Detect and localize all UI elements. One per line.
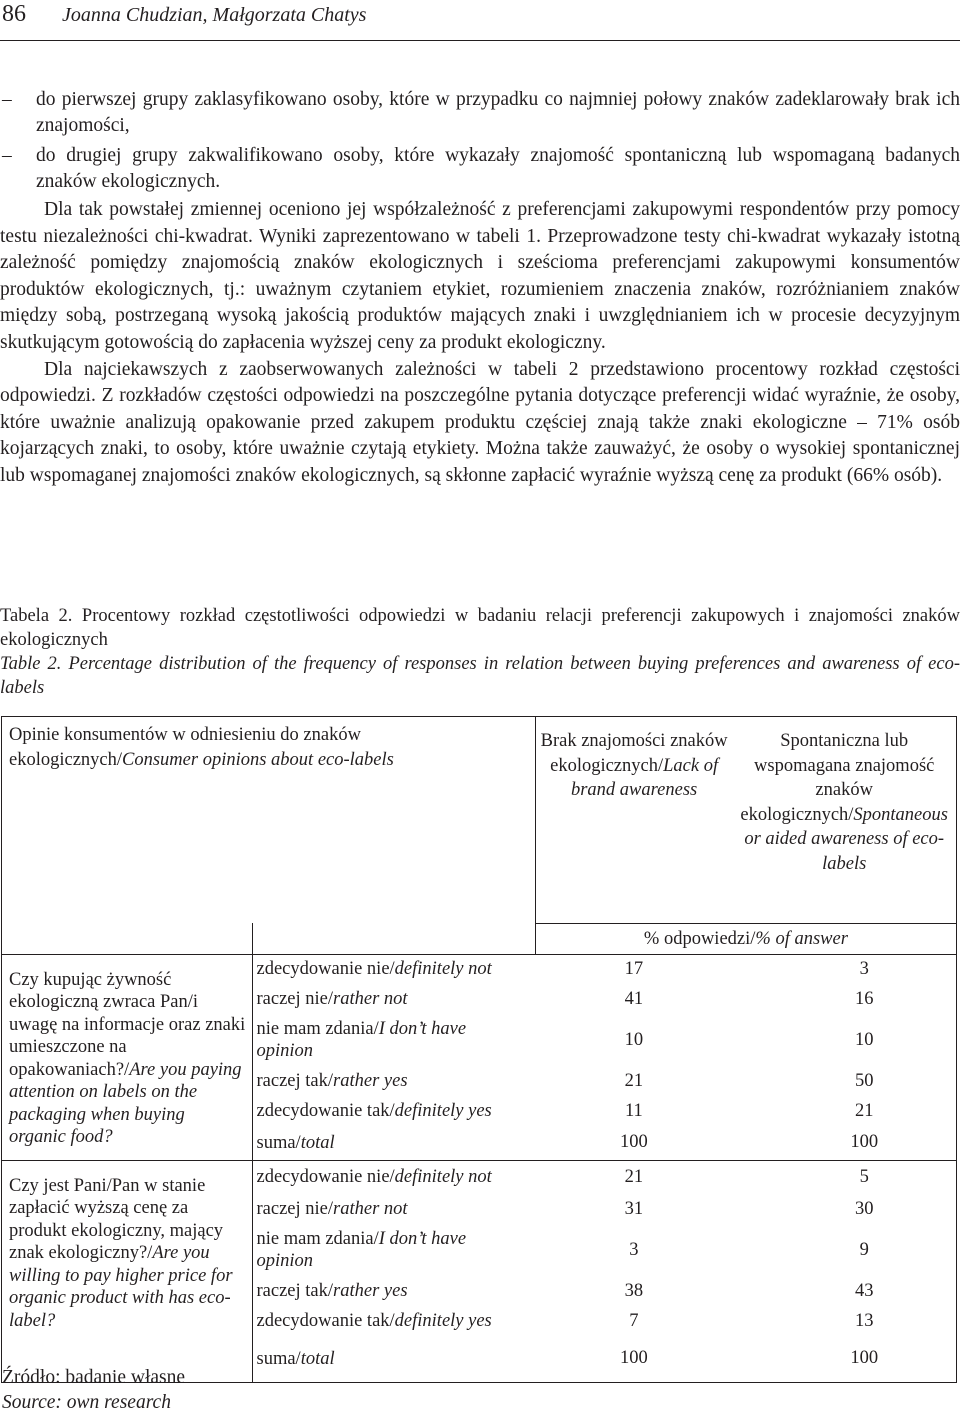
running-head-authors: Joanna Chudzian, Małgorzata Chatys: [62, 4, 367, 26]
value-lack: 17: [535, 954, 732, 984]
value-aware: 50: [854, 1070, 874, 1091]
table-source: [2, 1365, 185, 1415]
answer-en: definitely not: [394, 1167, 492, 1188]
header-opinions-en: Consumer opinions about eco-labels: [122, 750, 394, 770]
answer-cell: [252, 1066, 535, 1096]
data-table: [1, 716, 957, 1383]
answer-en: I don’t have opinion: [256, 1229, 467, 1271]
unit-pl: % odpowiedzi/: [643, 928, 756, 949]
value-lack: 7: [629, 1310, 639, 1331]
value-aware: 13: [854, 1310, 874, 1331]
caption-english: Table 2. Percentage distribution of the frequency of responses in relation between buying preferences and awareness of eco-labels: [0, 654, 960, 698]
value-aware: 30: [854, 1198, 874, 1219]
question-cell: [2, 954, 253, 1160]
value-aware: 10: [854, 1029, 874, 1050]
answer-en: rather not: [333, 1199, 408, 1219]
answer-pl: suma/: [256, 1132, 301, 1153]
body-text: [0, 197, 960, 490]
table-caption: [0, 604, 960, 700]
question-en: Are you paying attention on labels on the packaging when buying organic food?: [9, 1059, 242, 1147]
unit-en: % of answer: [755, 928, 848, 949]
paragraph: Dla tak powstałej zmiennej oceniono jej współzależność z preferencjami zakupowymi respondentów przy pomocy testu niezależności chi-kwadrat. Wyniki zaprezentowano w tabeli 1. Przeprowadzone testy chi-kwadrat wykazały istotną zależność pomiędzy znajomością znaków ekologicznych i sześcioma preferencjami zakupowymi konsumentów produktów ekologicznych, tj.: uważnym czytaniem etykiet, rozumieniem znaczenia znaków, rozróżnianiem znaków między sobą, postrzeganą wysoką jakością produktów mających znaki i uwzględnianiem ich w procesie decyzyjnym skutkującym gotowością do zapłacenia wyższej ceny za produkt ekologiczny.: [0, 199, 960, 353]
answer-en: rather not: [333, 989, 408, 1009]
empty-cell: [2, 923, 253, 954]
value-lack: 21: [535, 1160, 732, 1194]
answer-en: rather yes: [333, 1071, 408, 1091]
answer-cell: [252, 1276, 535, 1306]
empty-cell: [252, 923, 535, 954]
answer-pl: raczej nie/: [256, 1199, 334, 1219]
header-col1-pl: Brak znajomości znaków ekologicznych/: [540, 731, 728, 776]
header-col-awareness: [732, 717, 956, 924]
header-opinions: [2, 717, 536, 924]
value-lack: 3: [629, 1239, 639, 1260]
page-number: 86: [2, 1, 26, 27]
list-item: [0, 143, 960, 195]
table-row: [2, 954, 957, 984]
list-dash: –: [2, 89, 12, 110]
answer-cell: [252, 1096, 535, 1126]
answer-en: definitely yes: [394, 1311, 492, 1331]
table-header-row: [2, 717, 957, 924]
answer-cell: [252, 1126, 535, 1160]
question-cell: [2, 1160, 253, 1382]
answer-cell: [252, 1160, 535, 1194]
question-en: Are you willing to pay higher price for organic product with has eco-label?: [9, 1243, 233, 1331]
running-header: [0, 0, 960, 41]
question-pl: Czy kupując żywność ekologiczną zwraca Pan/i uwagę na informacje oraz znaki umieszczone na opakowaniach?/: [9, 969, 246, 1080]
value-aware: 43: [854, 1280, 874, 1301]
value-aware: 100: [850, 1132, 879, 1153]
answer-cell: [252, 1194, 535, 1224]
value-aware: 21: [854, 1100, 874, 1121]
value-aware: 100: [850, 1348, 879, 1369]
header-col1-en: Lack of brand awareness: [570, 755, 719, 800]
answer-pl: zdecydowanie tak/: [256, 1101, 395, 1121]
source-pl: Źródło: badanie własne: [2, 1367, 186, 1388]
answer-cell: [252, 1336, 535, 1382]
answer-pl: zdecydowanie nie/: [256, 959, 395, 980]
answer-pl: nie mam zdania/: [256, 1229, 379, 1249]
answer-cell: [252, 1014, 535, 1066]
answer-pl: raczej nie/: [256, 989, 334, 1009]
paragraph: Dla najciekawszych z zaobserwowanych zależności w tabeli 2 przedstawiono procentowy rozkład częstości odpowiedzi. Z rozkładów częstości odpowiedzi na poszczególne pytania dotyczące preferencji widać wyraźnie, że osoby, które uważnie analizują opakowanie przed zakupem produktu częściej znają także znaki ekologiczne – 71% osób kojarzących znaki, to osoby, które uważnie czytają etykiety. Można także zauważyć, że osoby o wysokiej spontanicznej lub wspomaganej znajomości znaków ekologicznych, są skłonne zapłacić wyraźnie wyższą cenę za produkt (66% osób).: [0, 358, 960, 486]
answer-en: definitely not: [394, 959, 492, 980]
list-item-text: do pierwszej grupy zaklasyfikowano osoby, które w przypadku co najmniej połowy znaków zadeklarowały brak ich znajomości,: [36, 89, 960, 136]
answer-pl: raczej tak/: [256, 1071, 334, 1091]
answer-pl: suma/: [256, 1348, 301, 1369]
header-col2-en: Spontaneous or aided awareness of eco-labels: [744, 804, 948, 874]
answer-cell: [252, 984, 535, 1014]
answer-cell: [252, 954, 535, 984]
value-aware: 16: [854, 988, 874, 1009]
value-lack: 100: [619, 1348, 648, 1369]
list-item: [0, 87, 960, 139]
question-pl: Czy jest Pani/Pan w stanie zapłacić wyższą cenę za produkt ekologiczny, mający znak ekologiczny?/: [9, 1175, 224, 1263]
header-opinions-pl: Opinie konsumentów w odniesieniu do znaków ekologicznych/: [9, 725, 361, 770]
value-lack: 21: [624, 1070, 644, 1091]
answer-cell: [252, 1224, 535, 1276]
answer-pl: nie mam zdania/: [256, 1019, 379, 1039]
answer-en: total: [300, 1348, 335, 1369]
answer-cell: [252, 1306, 535, 1336]
table-unit-row: [2, 923, 957, 954]
source-en: Source: own research: [2, 1392, 171, 1413]
answer-en: I don’t have opinion: [256, 1019, 467, 1061]
value-lack: 100: [619, 1132, 648, 1153]
answer-en: total: [300, 1132, 335, 1153]
unit-label: [535, 923, 956, 954]
value-lack: 31: [624, 1198, 644, 1219]
value-aware: 9: [859, 1239, 869, 1260]
caption-polish: Tabela 2. Procentowy rozkład częstotliwości odpowiedzi w badaniu relacji preferencji zakupowych i znajomości znaków ekologicznych: [0, 606, 960, 650]
value-aware: 3: [732, 954, 956, 984]
value-lack: 11: [624, 1100, 643, 1121]
answer-pl: zdecydowanie nie/: [256, 1167, 395, 1188]
value-lack: 38: [624, 1280, 644, 1301]
header-col-lack-awareness: [535, 717, 732, 924]
value-aware: 5: [732, 1160, 956, 1194]
answer-pl: zdecydowanie tak/: [256, 1311, 395, 1331]
list-dash: –: [2, 145, 12, 166]
answer-en: rather yes: [333, 1281, 408, 1301]
answer-pl: raczej tak/: [256, 1281, 334, 1301]
list-item-text: do drugiej grupy zakwalifikowano osoby, które wykazały znajomość spontaniczną lub wspomaganą badanych znaków ekologicznych.: [36, 145, 960, 192]
value-lack: 41: [624, 988, 644, 1009]
table-row: [2, 1160, 957, 1194]
answer-en: definitely yes: [394, 1101, 492, 1121]
value-lack: 10: [624, 1029, 644, 1050]
header-col2-pl: Spontaniczna lub wspomagana znajomość znaków ekologicznych/: [740, 731, 935, 825]
